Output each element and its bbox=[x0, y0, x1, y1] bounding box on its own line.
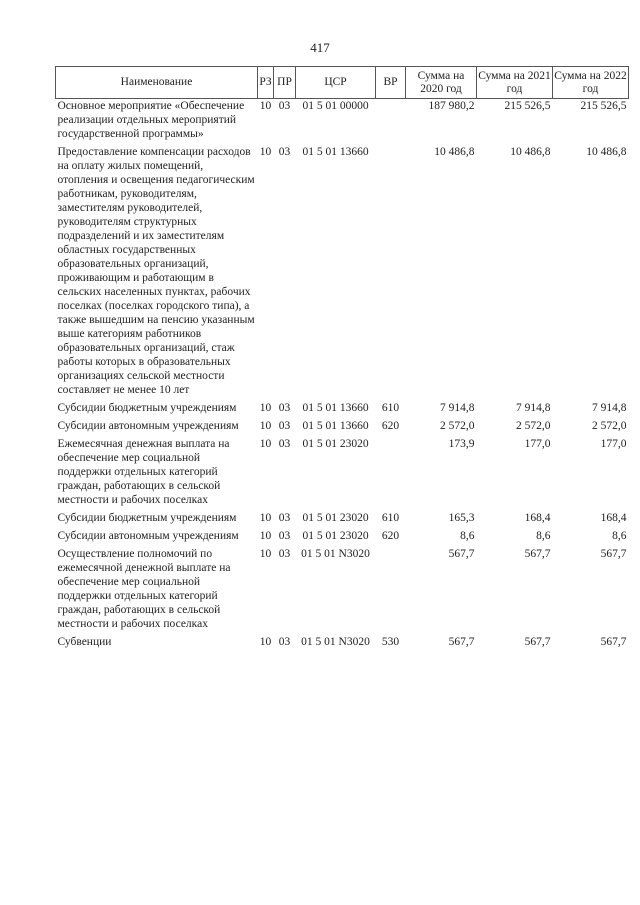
cell-sum-2021: 2 572,0 bbox=[516, 420, 551, 432]
col-header-name: Наименование bbox=[56, 67, 258, 99]
cell-name: Основное мероприятие «Обеспечение реализации отдельных мероприятий государственной программы» bbox=[57, 100, 245, 140]
table-body bbox=[56, 99, 629, 654]
budget-table bbox=[55, 66, 629, 653]
cell-pr: 03 bbox=[278, 548, 291, 560]
table-row bbox=[56, 511, 629, 529]
cell-sum-2022: 215 526,5 bbox=[580, 100, 627, 112]
cell-pr: 03 bbox=[278, 530, 291, 542]
cell-sum-2022: 2 572,0 bbox=[592, 420, 627, 432]
cell-name: Субвенции bbox=[57, 636, 112, 648]
cell-vr bbox=[376, 99, 406, 146]
cell-csr: 01 5 01 13660 bbox=[302, 402, 369, 414]
cell-pr: 03 bbox=[278, 146, 291, 158]
cell-sum-2021: 215 526,5 bbox=[504, 100, 551, 112]
cell-sum-2022: 7 914,8 bbox=[592, 402, 627, 414]
table-row bbox=[56, 437, 629, 511]
cell-sum-2020: 2 572,0 bbox=[440, 420, 475, 432]
cell-csr: 01 5 01 23020 bbox=[302, 438, 369, 450]
cell-pr: 03 bbox=[278, 512, 291, 524]
cell-vr: 620 bbox=[381, 420, 400, 432]
cell-sum-2020: 7 914,8 bbox=[440, 402, 475, 414]
cell-csr: 01 5 01 13660 bbox=[302, 420, 369, 432]
cell-sum-2022: 168,4 bbox=[600, 512, 627, 524]
cell-vr: 610 bbox=[381, 402, 400, 414]
cell-rz: 10 bbox=[259, 438, 272, 450]
cell-vr bbox=[376, 547, 406, 635]
cell-sum-2020: 173,9 bbox=[448, 438, 475, 450]
cell-pr: 03 bbox=[278, 100, 291, 112]
cell-rz: 10 bbox=[259, 512, 272, 524]
cell-sum-2020: 567,7 bbox=[448, 636, 475, 648]
cell-vr: 530 bbox=[381, 636, 400, 648]
cell-name: Предоставление компенсации расходов на оплату жилых помещений, отопления и освещения педагогическим работникам, руководителям, заместителям руководителей, руководителям структурных подразделений и их заместителям областных государственных образовательных организаций, проживающим и работающим в сельских населенных пунктах, рабочих поселках (поселках городского типа), а также вышедшим на пенсию указанным выше категориям работников образовательных организаций, стаж работы которых в образовательных организациях сельской местности составляет не менее 10 лет bbox=[57, 146, 255, 396]
cell-sum-2021: 177,0 bbox=[524, 438, 551, 450]
cell-pr: 03 bbox=[278, 402, 291, 414]
cell-name: Ежемесячная денежная выплата на обеспечение мер социальной поддержки отдельных категорий граждан, работающих в сельской местности и рабочих поселках bbox=[57, 438, 230, 506]
table-row bbox=[56, 529, 629, 547]
cell-rz: 10 bbox=[259, 100, 272, 112]
cell-csr: 01 5 01 13660 bbox=[302, 146, 369, 158]
cell-vr: 610 bbox=[381, 512, 400, 524]
col-header-sum-2020: Сумма на 2020 год bbox=[406, 67, 477, 99]
cell-csr: 01 5 01 23020 bbox=[302, 530, 369, 542]
cell-pr: 03 bbox=[278, 420, 291, 432]
table-row bbox=[56, 145, 629, 401]
table-row bbox=[56, 635, 629, 653]
cell-sum-2022: 567,7 bbox=[600, 636, 627, 648]
col-header-sum-2021: Сумма на 2021 год bbox=[477, 67, 553, 99]
cell-pr: 03 bbox=[278, 438, 291, 450]
col-header-rz: РЗ bbox=[258, 67, 274, 99]
cell-name: Субсидии бюджетным учреждениям bbox=[57, 402, 237, 414]
cell-vr: 620 bbox=[381, 530, 400, 542]
table-row bbox=[56, 99, 629, 146]
cell-sum-2021: 567,7 bbox=[524, 636, 551, 648]
table-row bbox=[56, 419, 629, 437]
table-row bbox=[56, 547, 629, 635]
cell-csr: 01 5 01 N3020 bbox=[301, 548, 370, 560]
cell-sum-2021: 567,7 bbox=[524, 548, 551, 560]
cell-csr: 01 5 01 23020 bbox=[302, 512, 369, 524]
cell-rz: 10 bbox=[259, 402, 272, 414]
col-header-vr: ВР bbox=[376, 67, 406, 99]
cell-rz: 10 bbox=[259, 548, 272, 560]
table-header-row bbox=[56, 67, 629, 99]
cell-sum-2022: 8,6 bbox=[612, 530, 627, 542]
cell-sum-2021: 7 914,8 bbox=[516, 402, 551, 414]
cell-sum-2020: 567,7 bbox=[448, 548, 475, 560]
cell-sum-2022: 10 486,8 bbox=[586, 146, 627, 158]
cell-rz: 10 bbox=[259, 146, 272, 158]
cell-sum-2020: 187 980,2 bbox=[428, 100, 475, 112]
col-header-pr: ПР bbox=[274, 67, 296, 99]
cell-rz: 10 bbox=[259, 420, 272, 432]
cell-pr: 03 bbox=[278, 636, 291, 648]
cell-sum-2020: 8,6 bbox=[460, 530, 475, 542]
cell-csr: 01 5 01 00000 bbox=[302, 100, 369, 112]
page-number: 417 bbox=[310, 40, 330, 55]
cell-rz: 10 bbox=[259, 636, 272, 648]
cell-vr bbox=[376, 437, 406, 511]
cell-name: Осуществление полномочий по ежемесячной денежной выплате на обеспечение мер социальной поддержки отдельных категорий граждан, работающих в сельской местности и рабочих поселках bbox=[57, 548, 231, 630]
cell-name: Субсидии автономным учреждениям bbox=[57, 530, 239, 542]
cell-sum-2020: 165,3 bbox=[448, 512, 475, 524]
cell-vr bbox=[376, 145, 406, 401]
cell-sum-2022: 567,7 bbox=[600, 548, 627, 560]
cell-name: Субсидии автономным учреждениям bbox=[57, 420, 239, 432]
cell-sum-2021: 8,6 bbox=[536, 530, 551, 542]
col-header-csr: ЦСР bbox=[296, 67, 376, 99]
cell-sum-2020: 10 486,8 bbox=[434, 146, 475, 158]
col-header-sum-2022: Сумма на 2022 год bbox=[553, 67, 629, 99]
cell-rz: 10 bbox=[259, 530, 272, 542]
cell-name: Субсидии бюджетным учреждениям bbox=[57, 512, 237, 524]
cell-csr: 01 5 01 N3020 bbox=[301, 636, 370, 648]
cell-sum-2021: 168,4 bbox=[524, 512, 551, 524]
cell-sum-2022: 177,0 bbox=[600, 438, 627, 450]
cell-sum-2021: 10 486,8 bbox=[510, 146, 551, 158]
table-row bbox=[56, 401, 629, 419]
